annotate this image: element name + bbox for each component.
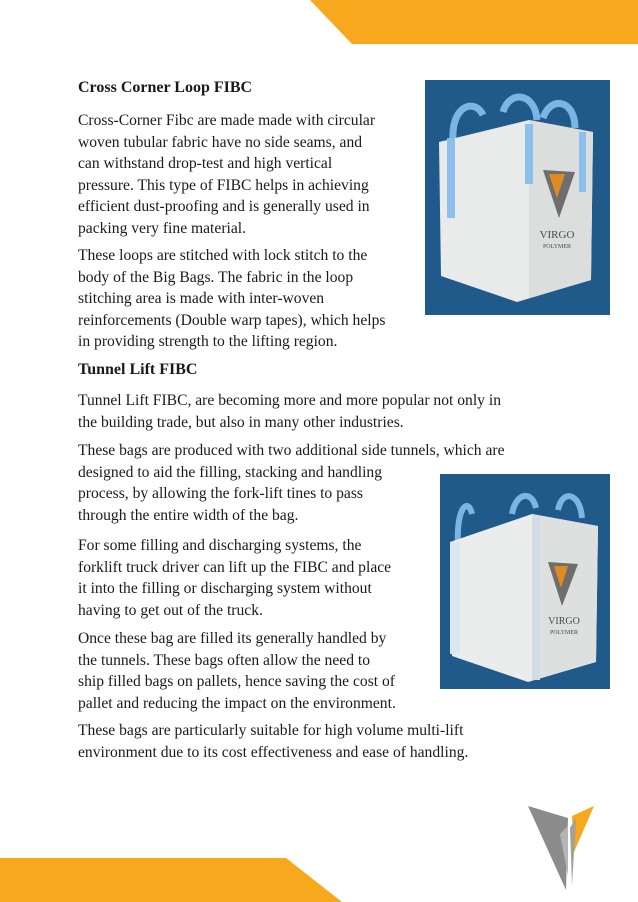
text-line: packing very fine material. bbox=[78, 219, 246, 237]
bag-brand-subtext: POLYMER bbox=[542, 244, 572, 250]
text-line: process, by allowing the fork-lift tines to pass bbox=[78, 485, 363, 502]
text-line: the tunnels. These bags often allow the need to bbox=[78, 651, 371, 669]
text-line: ship filled bags on pallets, hence saving the cost of bbox=[78, 673, 395, 690]
bag-brand-subtext: POLYMER bbox=[549, 630, 579, 636]
text-line: reinforcements (Double warp tapes), which helps bbox=[78, 311, 386, 329]
text-line: forklift truck driver can lift up the FIBC and place bbox=[78, 558, 392, 576]
text-line: Cross-Corner Fibc are made made with circular bbox=[78, 112, 376, 129]
paragraph-handling bbox=[78, 628, 396, 714]
text-line: These bags are particularly suitable for high volume multi-lift bbox=[78, 722, 464, 739]
text-line: environment due to its cost effectiveness and ease of handling. bbox=[78, 743, 469, 761]
cross-corner-bag-photo bbox=[425, 80, 610, 315]
text-line: Once these bag are filled its generally handled by bbox=[78, 630, 387, 647]
text-line: it into the filling or discharging system without bbox=[78, 580, 372, 597]
paragraph-forklift bbox=[78, 535, 391, 621]
text-line: efficient dust-proofing and is generally used in bbox=[78, 198, 370, 215]
text-line: These bags are produced with two additional side tunnels, which are bbox=[78, 442, 505, 459]
company-logo bbox=[528, 806, 600, 890]
heading-tunnel-lift: Tunnel Lift FIBC bbox=[78, 361, 198, 378]
bag-brand-text: VIRGO bbox=[548, 616, 580, 627]
text-line: Tunnel Lift FIBC, are becoming more and more popular not only in bbox=[78, 392, 501, 409]
text-line: can withstand drop-test and high vertical bbox=[78, 155, 333, 172]
paragraph-loop-stitching bbox=[78, 245, 385, 353]
text-line: in providing strength to the lifting region. bbox=[78, 333, 338, 350]
paragraph-suitability bbox=[78, 720, 468, 763]
text-line: For some filling and discharging systems, the bbox=[78, 537, 362, 554]
text-line: pallet and reducing the impact on the environment. bbox=[78, 694, 396, 712]
text-line: the building trade, but also in many other industries. bbox=[78, 413, 404, 431]
text-line: These loops are stitched with lock stitch to the bbox=[78, 247, 368, 264]
text-line: pressure. This type of FIBC helps in achieving bbox=[78, 176, 369, 194]
paragraph-tunnel-intro bbox=[78, 390, 501, 433]
text-line: woven tubular fabric have no side seams, and bbox=[78, 133, 363, 151]
text-line: through the entire width of the bag. bbox=[78, 506, 299, 524]
text-line: having to get out of the truck. bbox=[78, 601, 263, 619]
text-line: designed to aid the filling, stacking and handling bbox=[78, 463, 383, 481]
bag-brand-text: VIRGO bbox=[539, 229, 575, 241]
text-line: body of the Big Bags. The fabric in the loop bbox=[78, 268, 354, 286]
heading-cross-corner-loop: Cross Corner Loop FIBC bbox=[78, 79, 253, 96]
paragraph-cross-corner-intro bbox=[78, 110, 375, 239]
top-orange-band bbox=[0, 0, 638, 45]
tunnel-lift-bag-photo bbox=[440, 474, 610, 689]
text-line: stitching area is made with inter-woven bbox=[78, 290, 325, 307]
